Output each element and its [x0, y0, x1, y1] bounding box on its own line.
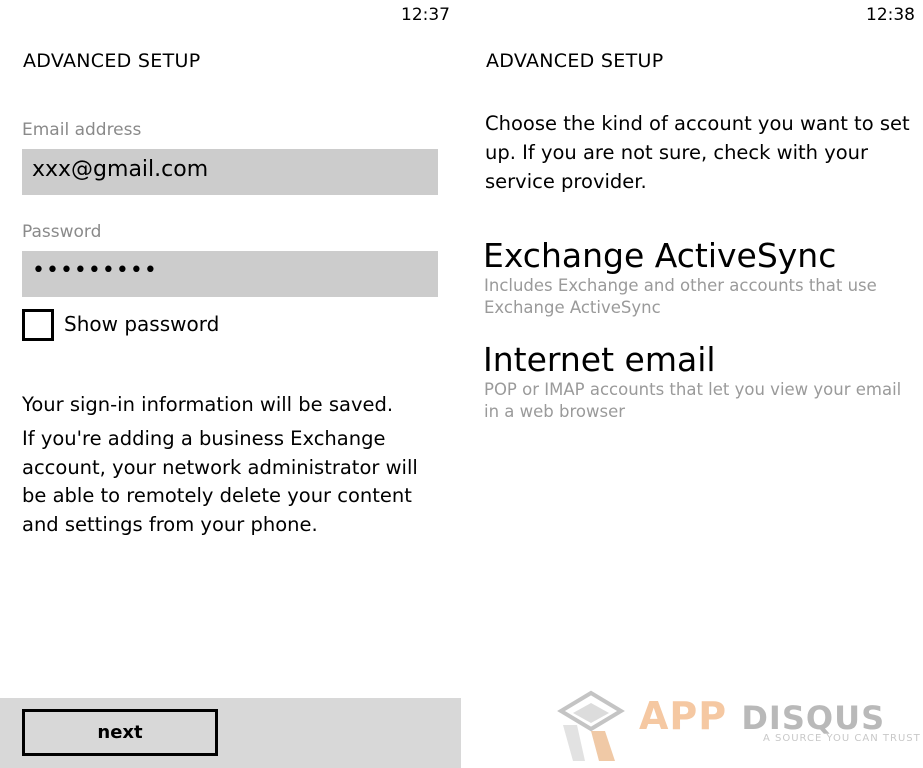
option-title: Exchange ActiveSync — [483, 236, 837, 275]
page-title: ADVANCED SETUP — [23, 50, 201, 72]
watermark-brand-app: APP — [639, 694, 728, 738]
appdisqus-watermark — [551, 685, 923, 768]
sign-in-saved-text: Your sign-in information will be saved. — [22, 393, 394, 416]
email-label: Email address — [22, 120, 142, 140]
email-field[interactable]: xxx@gmail.com — [22, 149, 438, 195]
status-bar-clock: 12:38 — [866, 5, 915, 25]
option-title: Internet email — [483, 340, 716, 379]
password-field[interactable]: ••••••••• — [22, 251, 438, 297]
option-description: Includes Exchange and other accounts that use Exchange ActiveSync — [484, 276, 877, 317]
status-bar-clock: 12:37 — [401, 5, 450, 25]
option-exchange-activesync[interactable] — [483, 237, 918, 319]
watermark-tagline: A SOURCE YOU CAN TRUST — [763, 733, 921, 744]
password-label: Password — [22, 222, 102, 242]
account-type-instructions: Choose the kind of account you want to set up. If you are not sure, check with your service provider. — [485, 112, 910, 193]
option-internet-email[interactable] — [483, 341, 918, 423]
option-description: POP or IMAP accounts that let you view your email in a web browser — [484, 380, 902, 421]
show-password-label[interactable]: Show password — [64, 312, 220, 336]
app-bar — [0, 698, 461, 768]
exchange-warning-text: If you're adding a business Exchange account, your network administrator will be able to remotely delete your content and settings from your phone. — [22, 427, 418, 536]
watermark-brand-disqus: DISQUS — [741, 699, 886, 737]
watermark-brand — [639, 694, 885, 738]
right-screen — [461, 0, 923, 768]
show-password-checkbox[interactable] — [22, 309, 54, 341]
next-button[interactable]: next — [22, 709, 218, 756]
page-title: ADVANCED SETUP — [486, 50, 664, 72]
appdisqus-logo-icon — [551, 685, 631, 765]
left-screen — [0, 0, 461, 768]
